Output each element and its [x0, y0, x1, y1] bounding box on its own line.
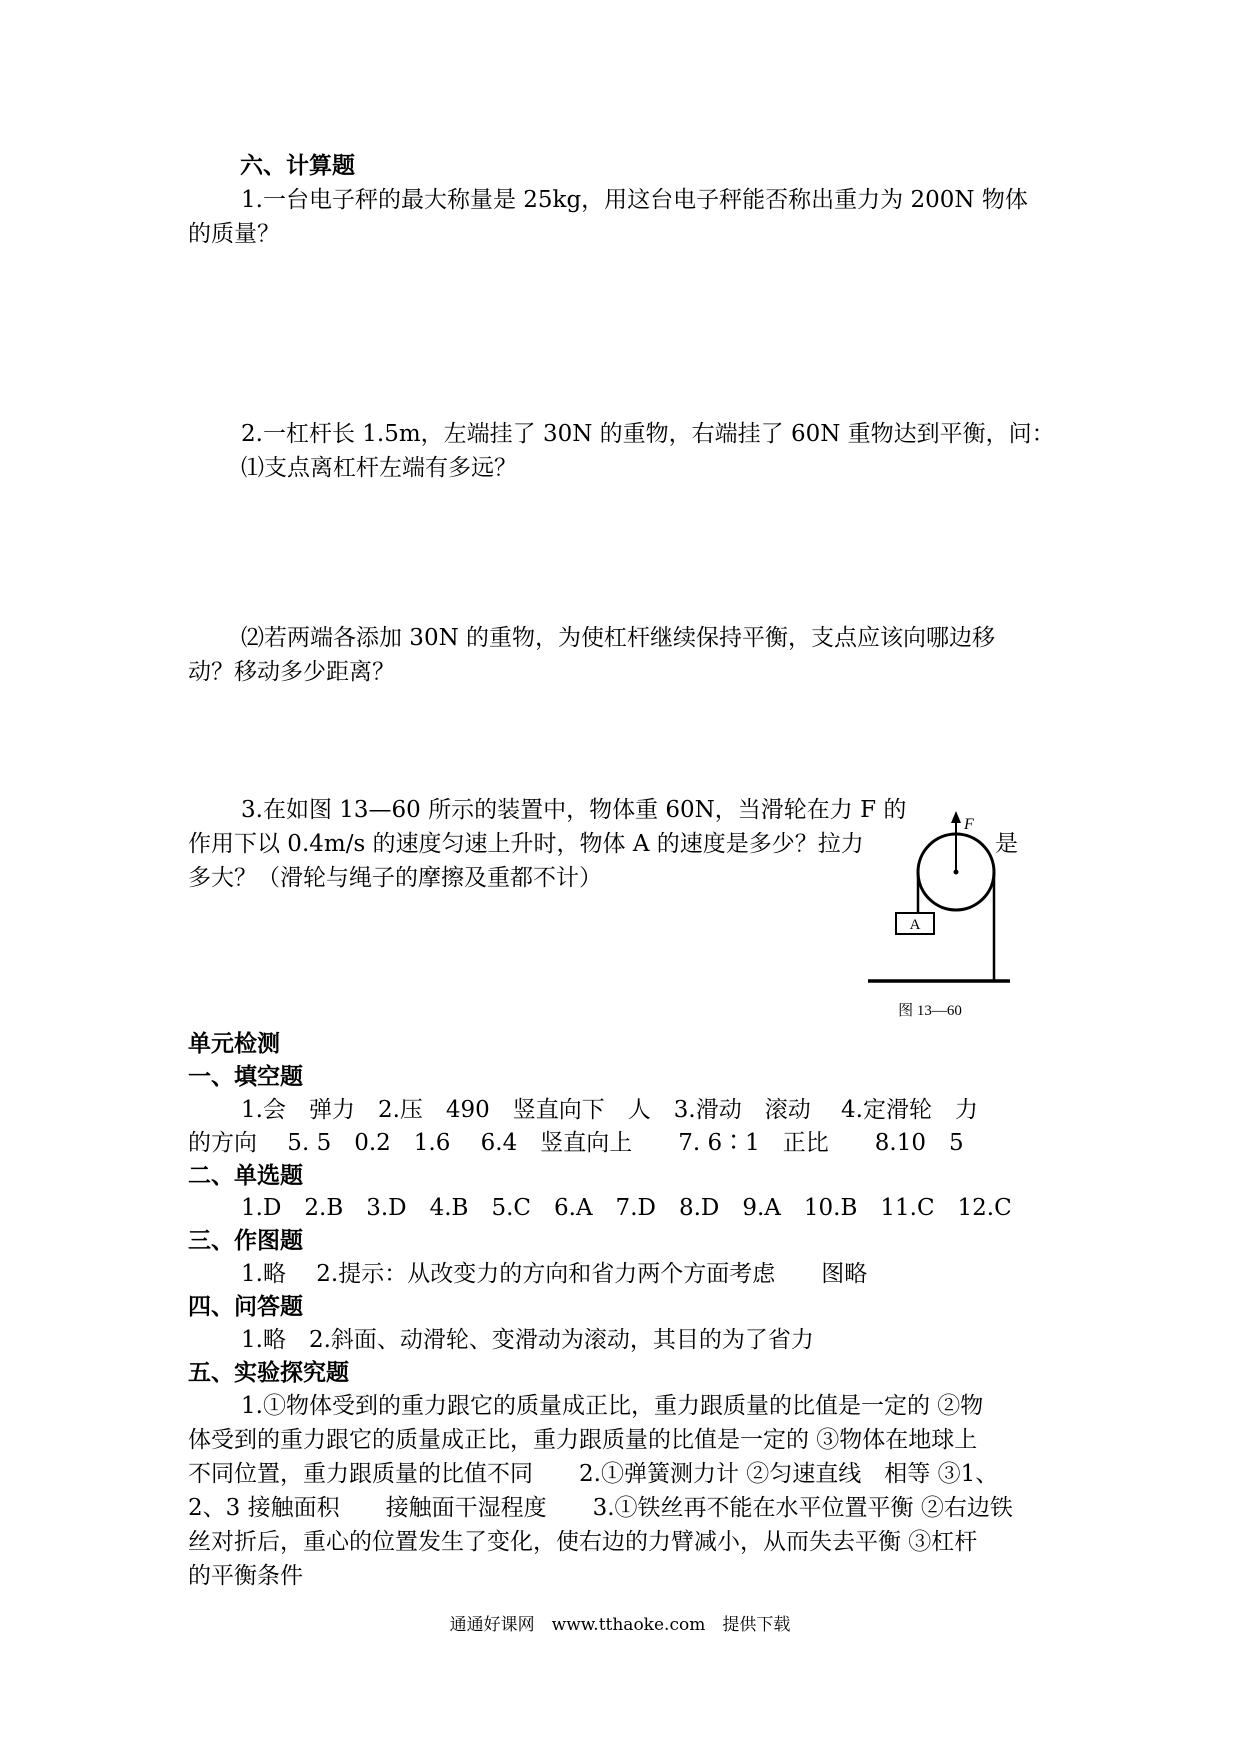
answers-section-5-line-2: 体受到的重力跟它的质量成正比，重力跟质量的比值是一定的 ③物体在地球上 [188, 1427, 978, 1453]
question-1-text: 1.一台电子秤的最大称量是 25kg，用这台电子秤能否称出重力为 200N 物体 [241, 187, 1028, 213]
block-a-label: A [909, 917, 921, 933]
page-footer: 通通好课网 www.tthaoke.com 提供下载 [449, 1615, 791, 1635]
pulley-diagram [860, 775, 1010, 1035]
answers-section-5-line-3: 不同位置，重力跟质量的比值不同 2.①弹簧测力计 ②匀速直线 相等 ③1、 [188, 1461, 999, 1487]
answers-section-2-title: 二、单选题 [188, 1163, 303, 1189]
question-1-line-1 [241, 184, 1054, 216]
answers-section-1-line-1: 1.会 弹力 2.压 490 竖直向下 人 3.滑动 滚动 4.定滑轮 力 [241, 1097, 978, 1123]
question-2-sub-2-line-1: ⑵若两端各添加 30N 的重物，为使杠杆继续保持平衡，支点应该向哪边移 [241, 625, 996, 651]
question-2-sub-1: ⑴支点离杠杆左端有多远？ [241, 455, 517, 481]
answers-section-5-line-5: 丝对折后，重心的位置发生了变化，使右边的力臂减小，从而失去平衡 ③杠杆 [188, 1529, 978, 1555]
section-heading-calculation: 六、计算题 [240, 153, 355, 179]
answers-section-1-title: 一、填空题 [188, 1064, 303, 1090]
answers-section-3-line-1: 1.略 2.提示：从改变力的方向和省力两个方面考虑 图略 [241, 1261, 868, 1287]
question-3-line-2-end: 是 [995, 831, 1018, 857]
question-2-sub-2-line-2: 动？移动多少距离？ [188, 659, 395, 685]
answers-section-5-title: 五、实验探究题 [188, 1360, 349, 1386]
question-3-line-3: 多大？（滑轮与绳子的摩擦及重都不计） [188, 865, 602, 891]
answers-section-5-line-6: 的平衡条件 [188, 1563, 303, 1589]
question-3-line-1: 3.在如图 13—60 所示的装置中，物体重 60N，当滑轮在力 F 的 [241, 797, 907, 823]
answers-section-4-title: 四、问答题 [188, 1294, 303, 1320]
answers-section-5-line-4: 2、3 接触面积 接触面干湿程度 3.①铁丝再不能在水平位置平衡 ②右边铁 [188, 1495, 1013, 1521]
answers-section-5-line-1: 1.①物体受到的重力跟它的质量成正比，重力跟质量的比值是一定的 ②物 [241, 1393, 984, 1419]
answers-section-3-title: 三、作图题 [188, 1228, 303, 1254]
pulley-axle [954, 870, 959, 875]
answers-section-4-line-1: 1.略 2.斜面、动滑轮、变滑动为滚动，其目的为了省力 [241, 1327, 814, 1353]
question-2-line-1: 2.一杠杆长 1.5m，左端挂了 30N 的重物，右端挂了 60N 重物达到平衡，问： [241, 421, 1055, 447]
figure-caption: 图 13—60 [898, 1003, 962, 1019]
question-1-line-2: 的质量？ [188, 221, 280, 247]
answers-title: 单元检测 [188, 1031, 280, 1057]
force-arrow-head [951, 811, 961, 823]
answers-section-1-line-2: 的方向 5. 5 0.2 1.6 6.4 竖直向上 7. 6∶1 正比 8.10 5 [188, 1130, 964, 1156]
force-label: F [964, 816, 974, 833]
question-3-line-2: 作用下以 0.4m/s 的速度匀速上升时，物体 A 的速度是多少？拉力 [188, 831, 864, 857]
answers-section-2-line-1: 1.D 2.B 3.D 4.B 5.C 6.A 7.D 8.D 9.A 10.B 11.C 12.C [241, 1195, 1012, 1221]
